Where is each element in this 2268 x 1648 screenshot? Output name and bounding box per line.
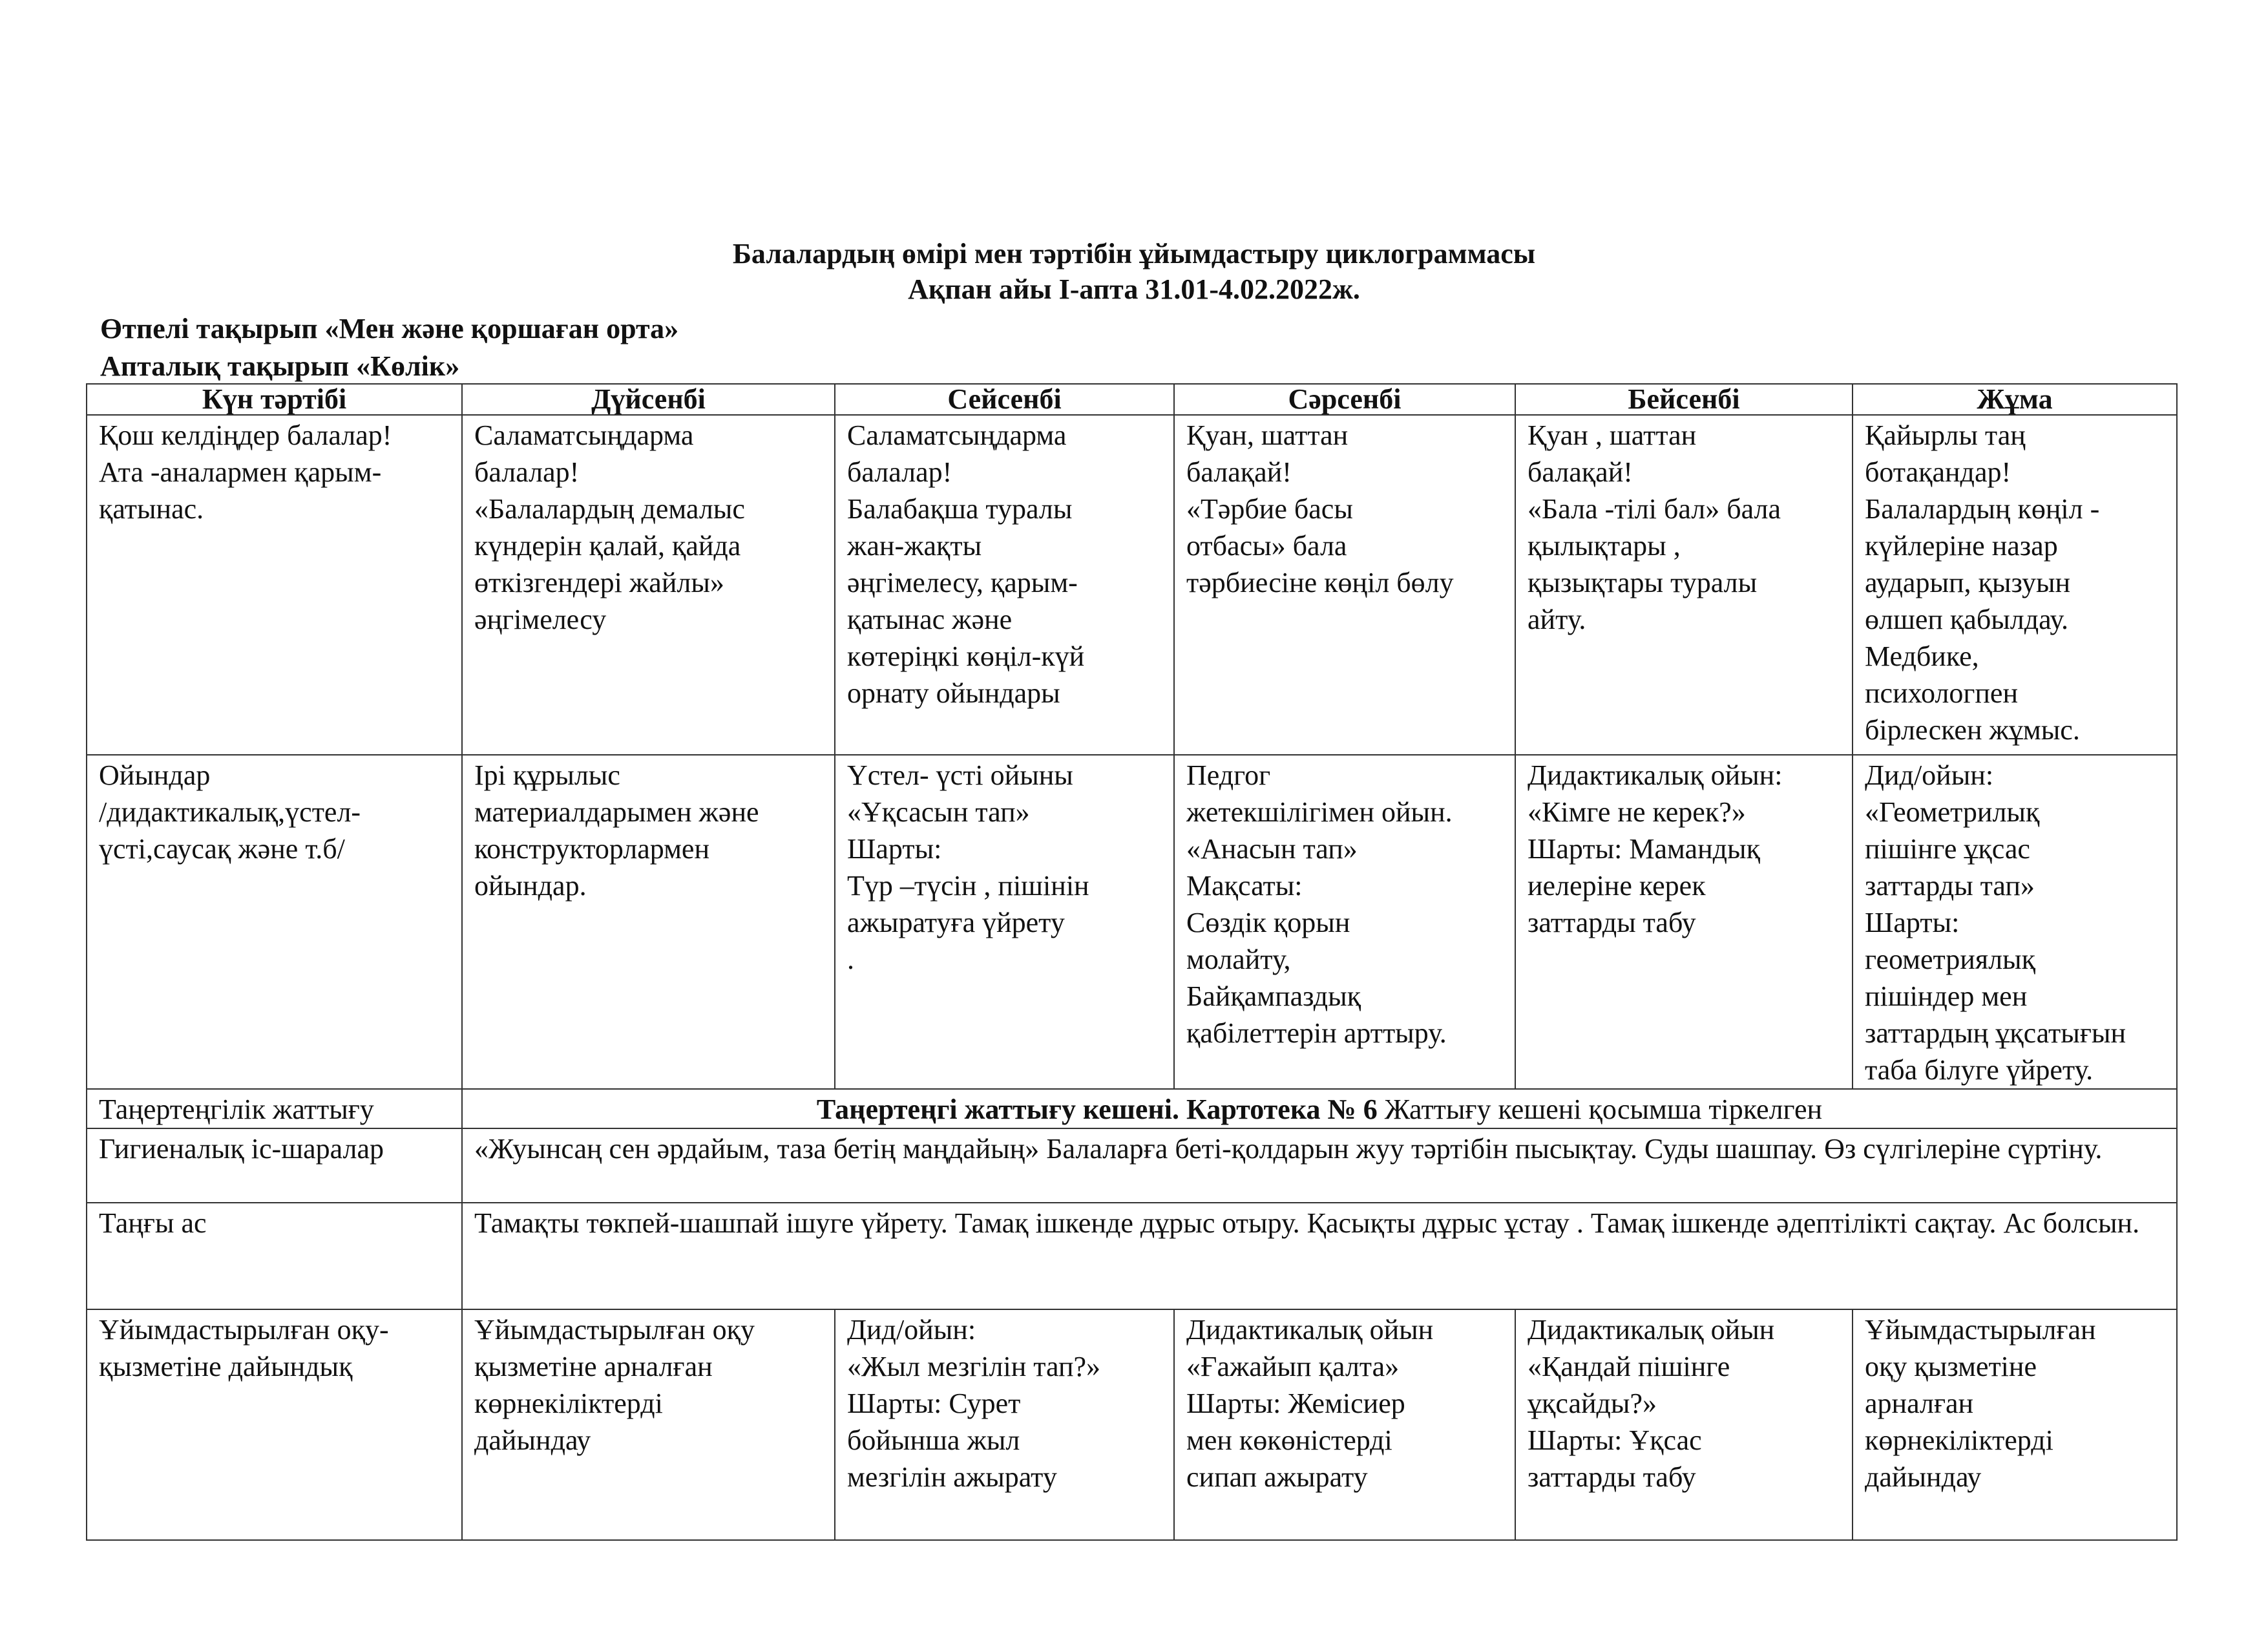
table-cell: Саламатсыңдарма балалар! «Балалардың демалыс күндерін қалай, қайда өткізгендері жайлы» әңгімелесу xyxy=(462,415,835,755)
table-cell: Қуан , шаттан балақай! «Бала -тілі бал» бала қылықтары , қызықтары туралы айту. xyxy=(1515,415,1853,755)
row-label: Қош келдіңдер балалар! Ата -аналармен қарым- қатынас. xyxy=(87,415,462,755)
table-header-row xyxy=(87,384,2177,415)
column-header-wednesday: Сәрсенбі xyxy=(1174,384,1515,415)
merged-cell: «Жуынсаң сен әрдайым, таза бетің маңдайың» Балаларға беті-қолдарын жуу тәртібін пысықтау. Суды шашпау. Өз сүлгілеріне сүртіну. xyxy=(462,1128,2177,1203)
table-row xyxy=(87,1128,2177,1203)
table-cell: Дидактикалық ойын «Ғажайып қалта» Шарты: Жемісиер мен көкөністерді сипап ажырату xyxy=(1174,1309,1515,1540)
table-cell: Саламатсыңдарма балалар! Балабақша туралы жан-жақты әңгімелесу, қарым- қатынас және көтеріңкі көңіл-күй орнату ойындары xyxy=(835,415,1174,755)
table-cell: Ұйымдастырылған оқу қызметіне арналған көрнекіліктерді дайындау xyxy=(462,1309,835,1540)
column-header-thursday: Бейсенбі xyxy=(1515,384,1853,415)
row-label: Ойындар /дидактикалық,үстел- үсті,саусақ және т.б/ xyxy=(87,755,462,1089)
table-cell: Педгог жетекшілігімен ойын. «Анасын тап» Мақсаты: Сөздік қорын молайту, Байқампаздық қабілеттерін арттыру. xyxy=(1174,755,1515,1089)
merged-cell xyxy=(462,1089,2177,1128)
row-label: Таңғы ас xyxy=(87,1203,462,1309)
table-cell: Ірі құрылыс материалдарымен және конструкторлармен ойындар. xyxy=(462,755,835,1089)
table-cell: Дидактикалық ойын: «Кімге не керек?» Шарты: Мамандық иелеріне керек заттарды табу xyxy=(1515,755,1853,1089)
table-cell: Дид/ойын: «Жыл мезгілін тап?» Шарты: Сурет бойынша жыл мезгілін ажырату xyxy=(835,1309,1174,1540)
table-row xyxy=(87,415,2177,755)
merged-cell-bold-text: Таңертеңгі жаттығу кешені. Картотека № 6 xyxy=(816,1093,1378,1125)
document-subtitle: Ақпан айы I-апта 31.01-4.02.2022ж. xyxy=(908,273,1360,305)
column-header-tuesday: Сейсенбі xyxy=(835,384,1174,415)
column-header-schedule: Күн тәртібі xyxy=(87,384,462,415)
schedule-table xyxy=(86,383,2178,1541)
table-row xyxy=(87,1089,2177,1128)
merged-cell-text: Жаттығу кешені қосымша тіркелген xyxy=(1377,1093,1823,1125)
column-header-monday: Дүйсенбі xyxy=(462,384,835,415)
column-header-friday: Жұма xyxy=(1853,384,2177,415)
table-cell: Қайырлы таң ботақандар! Балалардың көңіл - күйлеріне назар аударып, қызуын өлшеп қабылдау. Медбике, психологпен бірлескен жұмыс. xyxy=(1853,415,2177,755)
table-row xyxy=(87,1309,2177,1540)
row-label: Гигиеналық іс-шаралар xyxy=(87,1128,462,1203)
table-cell: Дид/ойын: «Геометрилық пішінге ұқсас заттарды тап» Шарты: геометриялық пішіндер мен заттардың ұқсатығын таба білуге үйрету. xyxy=(1853,755,2177,1089)
document-title: Балалардың өмірі мен тәртібін ұйымдастыру циклограммасы xyxy=(732,238,1536,269)
table-row xyxy=(87,1203,2177,1309)
row-label: Ұйымдастырылған оқу- қызметіне дайындық xyxy=(87,1309,462,1540)
weekly-theme: Апталық тақырып «Көлік» xyxy=(100,350,460,382)
table-cell: Үстел- үсті ойыны «Ұқсасын тап» Шарты: Түр –түсін , пішінін ажыратуға үйрету . xyxy=(835,755,1174,1089)
table-cell: Ұйымдастырылған оқу қызметіне арналған көрнекіліктерді дайындау xyxy=(1853,1309,2177,1540)
table-row xyxy=(87,755,2177,1089)
row-label: Таңертеңгілік жаттығу xyxy=(87,1089,462,1128)
table-cell: Қуан, шаттан балақай! «Тәрбие басы отбасы» бала тәрбиесіне көңіл бөлу xyxy=(1174,415,1515,755)
table-cell: Дидактикалық ойын «Қандай пішінге ұқсайды?» Шарты: Ұқсас заттарды табу xyxy=(1515,1309,1853,1540)
merged-cell: Тамақты төкпей-шашпай ішуге үйрету. Тамақ ішкенде дұрыс отыру. Қасықты дұрыс ұстау . Тамақ ішкенде әдептілікті сақтау. Ас болсын. xyxy=(462,1203,2177,1309)
monthly-theme: Өтпелі тақырып «Мен және қоршаған орта» xyxy=(100,313,679,344)
